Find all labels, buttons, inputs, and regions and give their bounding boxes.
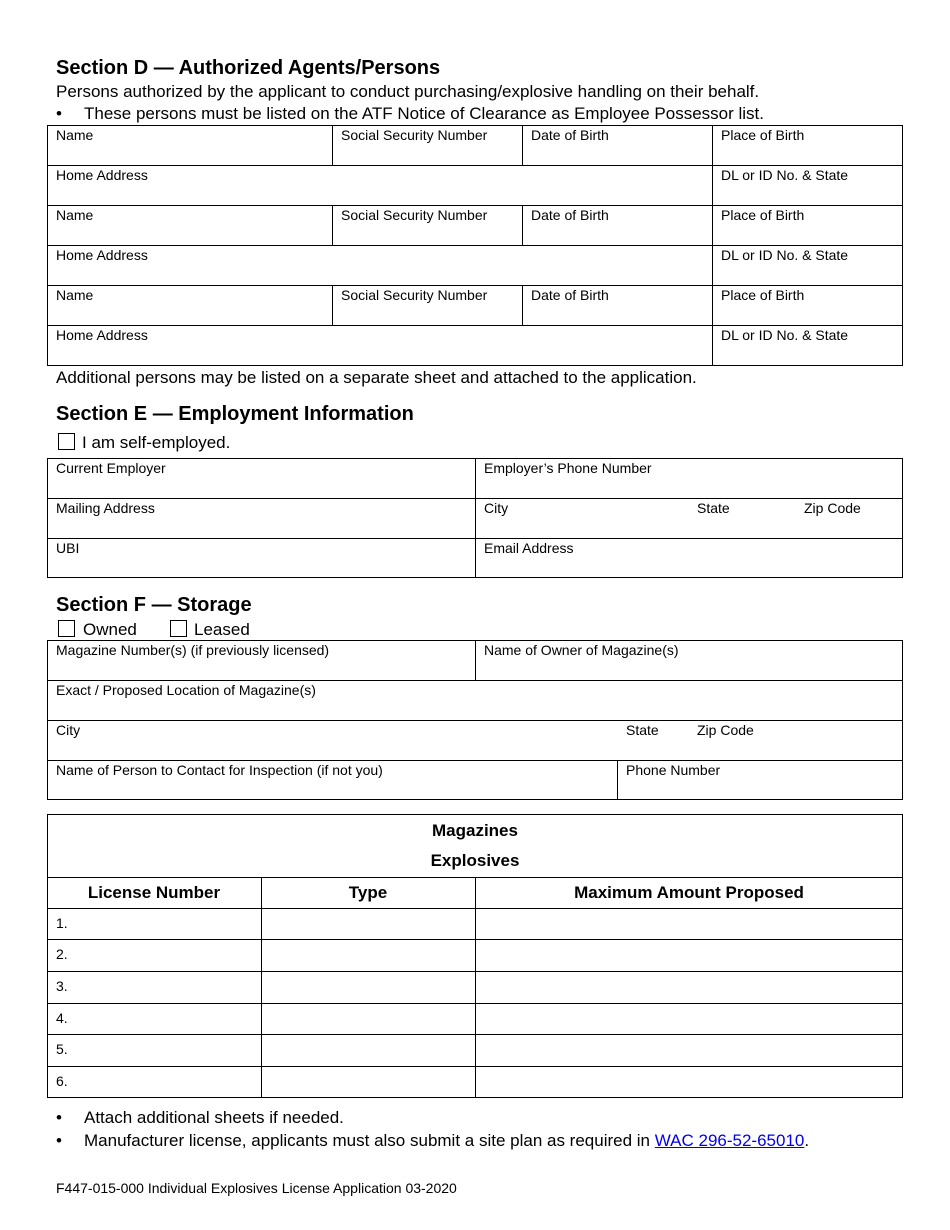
- agent3-dl-field[interactable]: DL or ID No. & State: [721, 327, 849, 343]
- email-address-field[interactable]: Email Address: [484, 540, 574, 556]
- mailing-address-field[interactable]: Mailing Address: [56, 500, 155, 516]
- employer-city-field[interactable]: City: [484, 500, 509, 516]
- agent1-dob-field[interactable]: Date of Birth: [531, 127, 609, 143]
- ubi-field[interactable]: UBI: [56, 540, 80, 556]
- col-license-number: License Number: [87, 883, 221, 902]
- leased-label: Leased: [194, 620, 250, 639]
- agent2-name-field[interactable]: Name: [56, 207, 94, 223]
- agent2-dl-field[interactable]: DL or ID No. & State: [721, 247, 849, 263]
- self-employed-checkbox[interactable]: [58, 433, 75, 450]
- table-row[interactable]: 4.: [56, 1010, 68, 1026]
- note-manufacturer: • Manufacturer license, applicants must also submit a site plan as required in WAC 296-52-65010.: [56, 1131, 810, 1150]
- agent1-dl-field[interactable]: DL or ID No. & State: [721, 167, 849, 183]
- owned-label: Owned: [83, 620, 137, 639]
- self-employed-label: I am self-employed.: [82, 433, 231, 452]
- leased-checkbox[interactable]: [170, 620, 187, 637]
- note-attach-text: Attach additional sheets if needed.: [84, 1108, 344, 1127]
- magazine-state-field[interactable]: State: [626, 722, 659, 738]
- section-d-title: Section D — Authorized Agents/Persons: [56, 57, 441, 79]
- bullet-icon: •: [56, 1108, 62, 1127]
- note-manufacturer-text: Manufacturer license, applicants must also submit a site plan as required in: [84, 1131, 655, 1150]
- agent2-home-address-field[interactable]: Home Address: [56, 247, 148, 263]
- inspection-phone-field[interactable]: Phone Number: [626, 762, 721, 778]
- table-row[interactable]: 2.: [56, 946, 68, 962]
- col-type: Type: [348, 883, 388, 902]
- employer-state-field[interactable]: State: [697, 500, 730, 516]
- magazine-city-field[interactable]: City: [56, 722, 81, 738]
- agent1-home-address-field[interactable]: Home Address: [56, 167, 148, 183]
- table-row[interactable]: 5.: [56, 1041, 68, 1057]
- agent1-name-field[interactable]: Name: [56, 127, 94, 143]
- magazine-zip-field[interactable]: Zip Code: [697, 722, 754, 738]
- wac-link[interactable]: WAC 296-52-65010: [654, 1131, 805, 1150]
- table-row[interactable]: 6.: [56, 1073, 68, 1089]
- agent2-ssn-field[interactable]: Social Security Number: [341, 207, 488, 223]
- form-footer: F447-015-000 Individual Explosives License Application 03-2020: [56, 1180, 457, 1196]
- section-d-footer: Additional persons may be listed on a separate sheet and attached to the application.: [56, 368, 697, 387]
- bullet-icon: •: [56, 1131, 62, 1150]
- magazine-location-field[interactable]: Exact / Proposed Location of Magazine(s): [56, 682, 316, 698]
- agent2-dob-field[interactable]: Date of Birth: [531, 207, 609, 223]
- magazines-title: Magazines: [432, 821, 518, 840]
- employer-zip-field[interactable]: Zip Code: [804, 500, 861, 516]
- note-attach: [56, 1108, 344, 1128]
- agent3-pob-field[interactable]: Place of Birth: [721, 287, 805, 303]
- bullet-icon: •: [56, 104, 62, 123]
- agent2-pob-field[interactable]: Place of Birth: [721, 207, 805, 223]
- inspection-contact-field[interactable]: Name of Person to Contact for Inspection (if not you): [56, 762, 383, 778]
- agent3-home-address-field[interactable]: Home Address: [56, 327, 148, 343]
- table-row[interactable]: 3.: [56, 978, 68, 994]
- agent3-dob-field[interactable]: Date of Birth: [531, 287, 609, 303]
- section-d-intro: Persons authorized by the applicant to conduct purchasing/explosive handling on their behalf.: [56, 82, 760, 101]
- owned-checkbox[interactable]: [58, 620, 75, 637]
- table-row[interactable]: 1.: [56, 915, 68, 931]
- current-employer-field[interactable]: Current Employer: [56, 460, 166, 476]
- agent3-name-field[interactable]: Name: [56, 287, 94, 303]
- section-f-title: Section F — Storage: [56, 594, 252, 616]
- section-d-bullet: [56, 104, 764, 124]
- agent3-ssn-field[interactable]: Social Security Number: [341, 287, 488, 303]
- section-d-bullet-text: These persons must be listed on the ATF Notice of Clearance as Employee Possessor list.: [84, 104, 764, 123]
- magazine-owner-field[interactable]: Name of Owner of Magazine(s): [484, 642, 679, 658]
- agent1-ssn-field[interactable]: Social Security Number: [341, 127, 488, 143]
- magazine-number-field[interactable]: Magazine Number(s) (if previously licensed): [56, 642, 330, 658]
- magazines-subtitle: Explosives: [430, 851, 520, 870]
- agent1-pob-field[interactable]: Place of Birth: [721, 127, 805, 143]
- employer-phone-field[interactable]: Employer’s Phone Number: [484, 460, 652, 476]
- section-e-title: Section E — Employment Information: [56, 403, 414, 425]
- col-max-amount: Maximum Amount Proposed: [574, 883, 804, 902]
